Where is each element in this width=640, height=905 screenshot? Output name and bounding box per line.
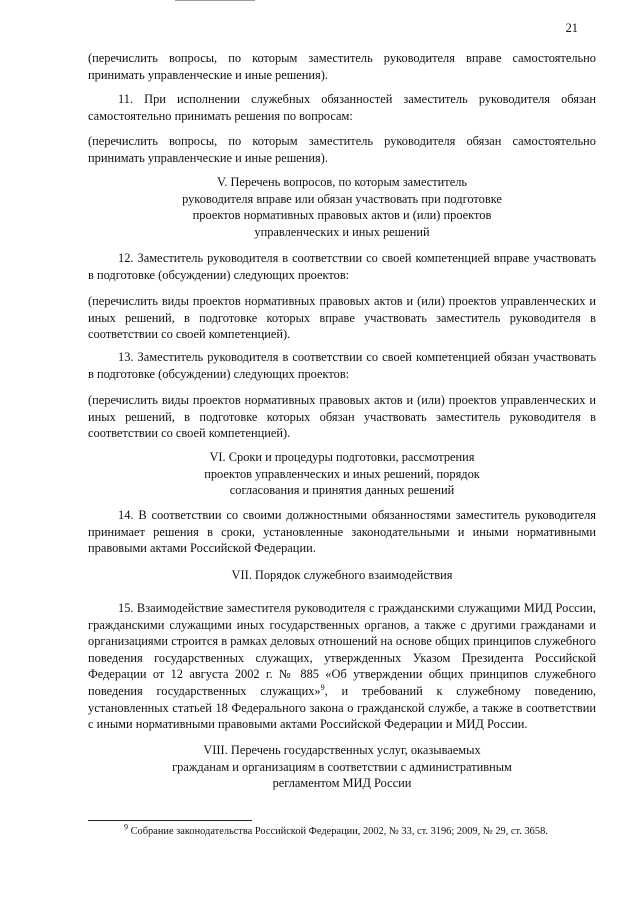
footnote-separator <box>88 820 252 821</box>
section-viii-heading-line: гражданам и организациям в соответствии с административным <box>172 759 512 774</box>
scan-edge-line <box>175 0 255 1</box>
section-viii-heading-line: регламентом МИД России <box>272 776 412 791</box>
section-vi-heading <box>88 449 596 499</box>
section-viii-heading-line: VIII. Перечень государственных услуг, оказываемых <box>203 743 481 757</box>
paragraph-15-text-cont: , и требований к служебному поведению, установленных статьей 18 Федерального закона о гражданской службе, а также в соответствии с иными нормативными правовыми актами Российской Федерации и МИД России. <box>88 683 596 732</box>
paragraph-11: 11. При исполнении служебных обязанностей заместитель руководителя обязан самостоятельно принимать решения по вопросам: <box>88 92 596 123</box>
section-v-heading-line: V. Перечень вопросов, по которым заместитель <box>216 175 468 189</box>
paragraph-13-note: (перечислить виды проектов нормативных правовых актов и (или) проектов управленческих и иных решений, в подготовке которых обязан участвовать заместитель руководителя в соответствии со своей компетенцией). <box>88 393 596 441</box>
section-vii-heading-line: VII. Порядок служебного взаимодействия <box>231 568 453 582</box>
section-v-heading <box>88 174 596 240</box>
paragraph-11-note: (перечислить вопросы, по которым заместитель руководителя обязан самостоятельно принимать управленческие и иные решения). <box>88 134 596 165</box>
footnote <box>124 822 548 838</box>
page-number: 21 <box>565 21 578 35</box>
paragraph-13: 13. Заместитель руководителя в соответствии со своей компетенцией обязан участвовать в подготовке (обсуждении) следующих проектов: <box>88 350 596 381</box>
footnote-text: Собрание законодательства Российской Федерации, 2002, № 33, ст. 3196; 2009, № 29, ст. 3658. <box>128 826 548 837</box>
section-vii-heading <box>88 567 596 584</box>
section-vi-heading-line: VI. Сроки и процедуры подготовки, рассмотрения <box>209 450 475 464</box>
paragraph-15-text: 15. Взаимодействие заместителя руководителя с гражданскими служащими МИД России, гражданскими служащими иных государственных органов, а также с другими гражданами и организациями строится в рамках деловых отношений на основе общих принципов служебного поведения государственных служащих, утвержденных Указом Президента Российской Федерации от 12 августа 2002 г. № 885 «Об утверждении общих принципов служебного поведения государственных служащих» <box>88 601 596 698</box>
paragraph-12: 12. Заместитель руководителя в соответствии со своей компетенцией вправе участвовать в подготовке (обсуждении) следующих проектов: <box>88 251 596 282</box>
paragraph-12-note: (перечислить виды проектов нормативных правовых актов и (или) проектов управленческих и иных решений, в подготовке которых вправе участвовать заместитель руководителя в соответствии со своей компетенцией). <box>88 294 596 342</box>
paragraph-10-note: (перечислить вопросы, по которым заместитель руководителя вправе самостоятельно принимать управленческие и иные решения). <box>88 51 596 82</box>
section-vi-heading-line: согласования и принятия данных решений <box>229 483 455 498</box>
paragraph-14: 14. В соответствии со своими должностными обязанностями заместитель руководителя принимает решения в сроки, установленные законодательными и иными нормативными правовыми актами Российской Федерации. <box>88 508 596 556</box>
section-viii-heading <box>88 742 596 792</box>
paragraph-15 <box>88 600 596 733</box>
section-v-heading-line: проектов нормативных правовых актов и (или) проектов <box>192 208 492 223</box>
section-vi-heading-line: проектов управленческих и иных решений, порядок <box>204 466 480 481</box>
section-v-heading-line: управленческих и иных решений <box>254 224 430 239</box>
footnote-reference: 9 <box>320 682 325 692</box>
section-v-heading-line: руководителя вправе или обязан участвовать при подготовке <box>182 191 502 206</box>
footnote-mark: 9 <box>124 822 128 832</box>
